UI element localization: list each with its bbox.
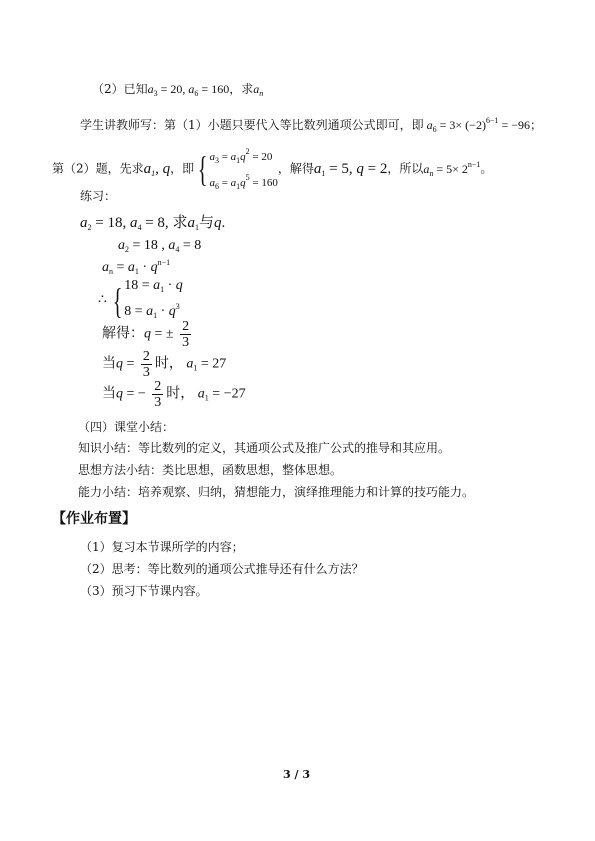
case1-shi: 时，	[154, 356, 183, 372]
homework-item-2: （2）思考：等比数列的通项公式推导还有什么方法？	[80, 562, 364, 576]
exercise-case-1: 当q = $\frac{2}{3}$ 时， $a_1 = 27$	[102, 349, 227, 380]
teacher-line	[80, 113, 542, 138]
exercise-system: ∴ { $18 = a_1 \cdot q$ $8 = a_1 \cdot q^3$	[98, 278, 183, 321]
q2-label: （2）已知	[92, 82, 148, 96]
summary-title: （四）课堂小结：	[78, 420, 175, 434]
exercise-solve: 解得：q = ± $\frac{2}{3}$	[102, 319, 190, 350]
part2-end: 。	[480, 161, 493, 176]
exercise-problem-and: 与	[198, 215, 214, 231]
teacher-formula: $a_6 = 3\times (-2)^{6-1} = -96$	[426, 116, 530, 134]
question-2-line	[92, 81, 263, 102]
summary-knowledge: 知识小结：等比数列的定义，其通项公式及推广公式的推导和其应用。	[78, 441, 451, 455]
homework-item-1: （1）复习本节课所学的内容；	[80, 540, 244, 554]
summary-ability: 能力小结：培养观察、归纳，猜想能力，演绎推理能力和计算的技巧能力。	[78, 485, 475, 499]
exercise-given: $a_2 = 18$ , $a_4 = 8$	[118, 238, 202, 254]
part2-solve: ，解得	[277, 161, 314, 176]
page-number: 3 / 3	[283, 768, 310, 781]
exercise-general-term: $a_n = a_1 \cdot q^{n-1}$	[102, 258, 171, 276]
exercise-problem: $a_2 = 18$, $a_4 = 8$, 求$a_1$与q.	[80, 215, 226, 232]
summary-method: 思想方法小结：类比思想，函数思想，整体思想。	[78, 463, 343, 477]
part2-line	[52, 143, 492, 195]
part2-so: ，所以	[387, 161, 424, 176]
part2-solution: $a_1 = 5$, q = 2	[313, 160, 388, 178]
q2-end: ，求	[229, 82, 254, 96]
case2-shi: 时，	[166, 386, 195, 402]
teacher-text: 学生讲教师写：第（1）小题只要代入等比数列通项公式即可，即	[80, 118, 424, 132]
case1-when: 当	[102, 356, 116, 372]
homework-title: 【作业布置】	[52, 511, 136, 527]
case2-when: 当	[102, 386, 116, 402]
part2-label: 第（2）题，先求	[52, 161, 144, 176]
exercise-problem-text: 求	[172, 215, 188, 231]
solve-label: 解得：	[102, 326, 144, 342]
part2-result: $a_n = 5\times 2^{n-1}$	[423, 159, 481, 178]
therefore-symbol: ∴	[98, 292, 107, 308]
teacher-end: ；	[530, 118, 543, 132]
part2-mid: ，即	[170, 161, 195, 176]
exercise-case-2: 当q = − $\frac{2}{3}$ 时， $a_1 = -27$	[102, 379, 246, 410]
q2-given-formula: $a_3 = 20$, $a_6 = 160$	[147, 82, 230, 98]
exercise-title: 练习：	[80, 189, 117, 203]
part2-unknowns: $a_1$, q	[143, 160, 171, 178]
part2-system: { $a_3 = a_1q^2 = 20$ $a_6 = a_1q^5 = 160$	[198, 147, 278, 191]
q2-target: $a_n$	[253, 82, 264, 98]
homework-item-3: （3）预习下节课内容。	[80, 584, 208, 598]
